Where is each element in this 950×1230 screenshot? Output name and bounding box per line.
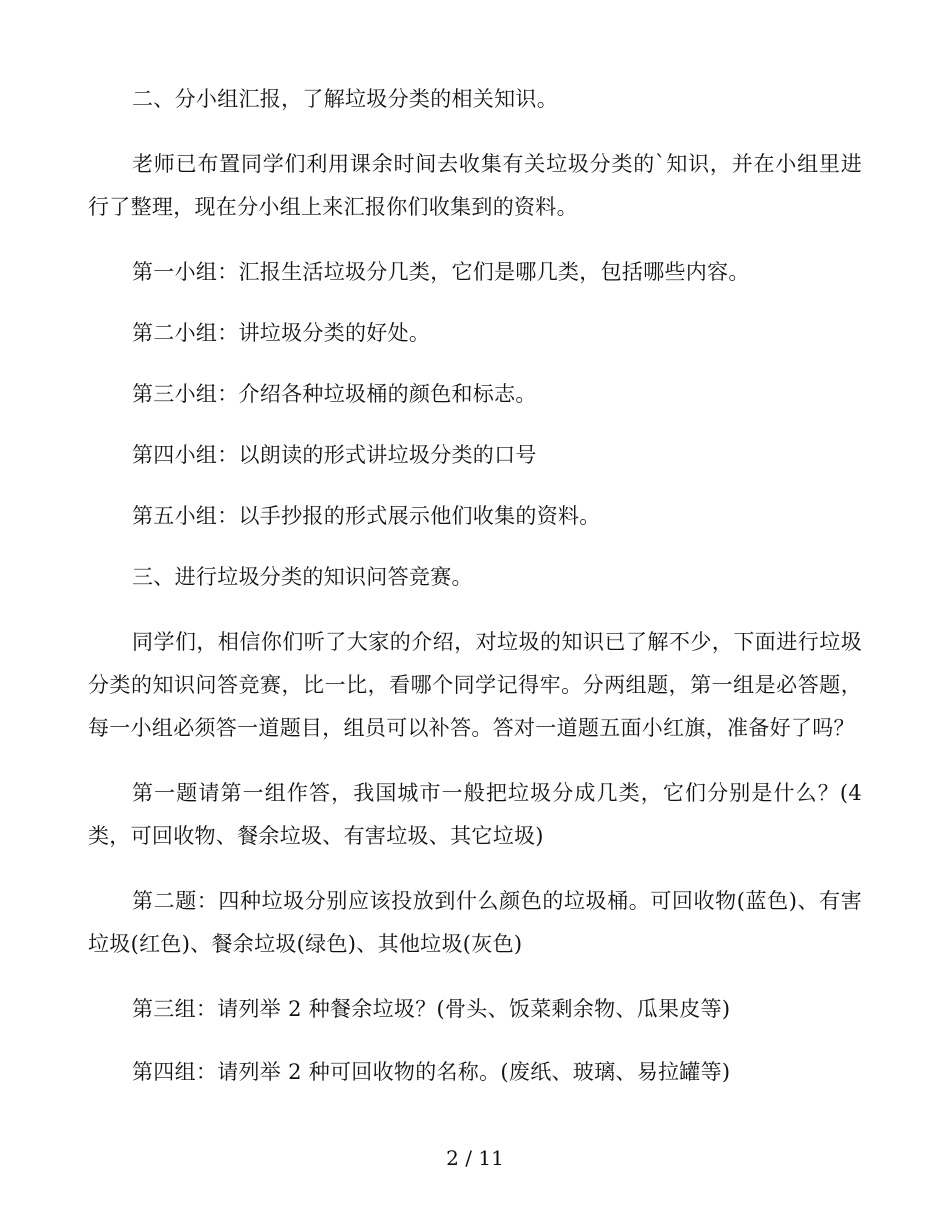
paragraph-group-5: 第五小组：以手抄报的形式展示他们收集的资料。 <box>132 504 601 528</box>
paragraph-group-1: 第一小组：汇报生活垃圾分几类，它们是哪几类，包括哪些内容。 <box>132 260 750 284</box>
paragraph-group-4: 第四小组：以朗读的形式讲垃圾分类的口号 <box>132 443 537 467</box>
paragraph-group-3: 第三小组：介绍各种垃圾桶的颜色和标志。 <box>132 382 537 406</box>
paragraph-question-1: 第一题请第一组作答，我国城市一般把垃圾分成几类，它们分别是什么？(4类，可回收物、餐余垃圾、有害垃圾、其它垃圾) <box>88 781 862 848</box>
page-number: 2 / 11 <box>446 1146 504 1170</box>
paragraph-question-4: 第四组：请列举 2 种可回收物的名称。(废纸、玻璃、易拉罐等) <box>132 1060 731 1084</box>
paragraph-group-2: 第二小组：讲垃圾分类的好处。 <box>132 321 431 345</box>
document-body <box>88 78 862 1094</box>
paragraph-question-3: 第三组：请列举 2 种餐余垃圾？(骨头、饭菜剩余物、瓜果皮等) <box>132 997 731 1021</box>
paragraph-question-2: 第二题：四种垃圾分别应该投放到什么颜色的垃圾桶。可回收物(蓝色)、有害垃圾(红色)、餐余垃圾(绿色)、其他垃圾(灰色) <box>88 889 862 956</box>
paragraph-intro: 老师已布置同学们利用课余时间去收集有关垃圾分类的`知识，并在小组里进行了整理，现在分小组上来汇报你们收集到的资料。 <box>88 152 862 219</box>
section-heading-3: 三、进行垃圾分类的知识问答竞赛。 <box>132 565 473 589</box>
section-heading-2: 二、分小组汇报，了解垃圾分类的相关知识。 <box>132 87 558 111</box>
paragraph-quiz-intro: 同学们，相信你们听了大家的介绍，对垃圾的知识已了解不少，下面进行垃圾分类的知识问答竞赛，比一比，看哪个同学记得牢。分两组题，第一组是必答题，每一小组必须答一道题目，组员可以补答。答对一道题五面小红旗，准备好了吗？ <box>88 630 862 740</box>
